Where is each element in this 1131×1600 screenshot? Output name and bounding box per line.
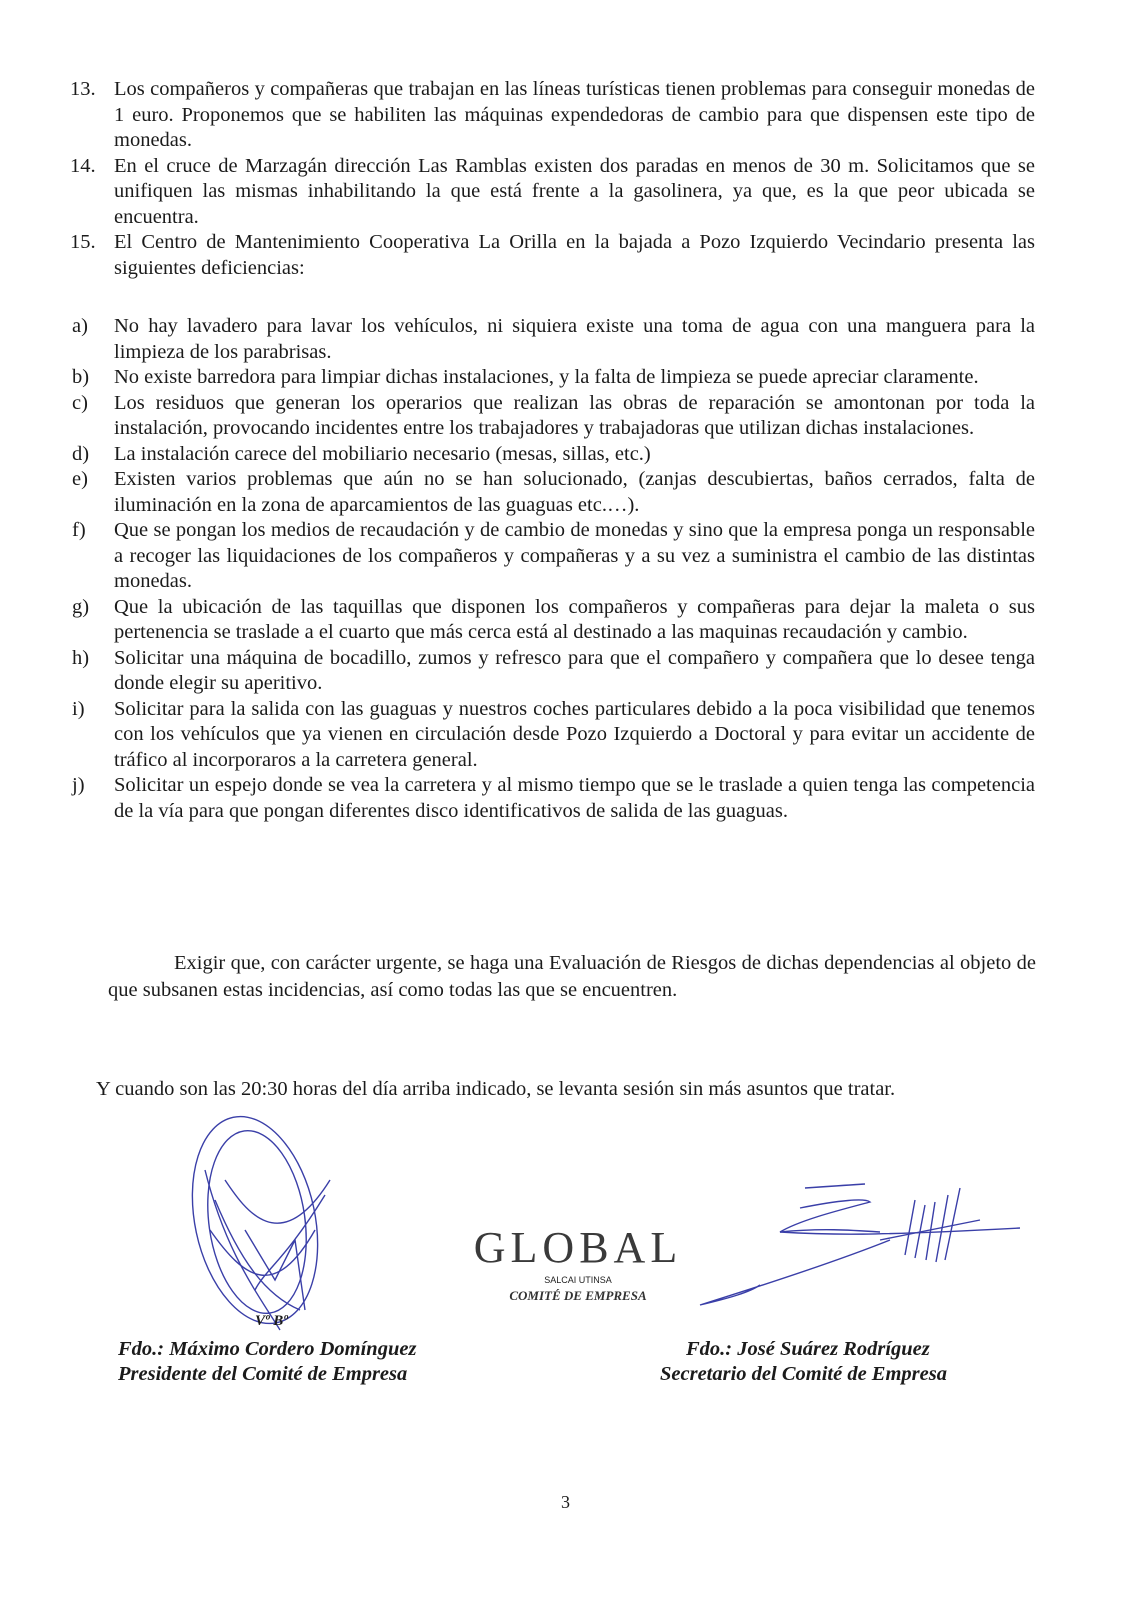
item-number: 15.	[70, 231, 96, 253]
list-item	[70, 154, 1035, 231]
item-text: Solicitar un espejo donde se vea la carretera y al mismo tiempo que se le traslade a quien tenga las competencia de la vía para que pongan diferentes disco identificativos de salida de las guaguas.	[114, 774, 1035, 822]
secretary-signature-block	[660, 1337, 947, 1387]
secretary-name: Fdo.: José Suárez Rodríguez	[686, 1338, 930, 1360]
president-role: Presidente del Comité de Empresa	[118, 1363, 408, 1385]
item-number: 14.	[70, 154, 96, 177]
item-text: No existe barredora para limpiar dichas instalaciones, y la falta de limpieza se puede apreciar claramente.	[114, 366, 979, 388]
item-text: Los residuos que generan los operarios que realizan las obras de reparación se amontonan por toda la instalación, provocando incidentes entre los trabajadores y trabajadoras que utilizan dichas instalaciones.	[114, 391, 1035, 439]
item-text: Los compañeros y compañeras que trabajan en las líneas turísticas tienen problemas para conseguir monedas de 1 euro. Proponemos que se habiliten las máquinas expendedoras de cambio para que dispensen este tipo de monedas.	[114, 78, 1035, 151]
item-text: En el cruce de Marzagán dirección Las Ramblas existen dos paradas en menos de 30 m. Solicitamos que se unifiquen las mismas inhabilitando la que está frente a la gasolinera, ya que, es la que peor ubicada se encuentra.	[114, 154, 1035, 228]
item-letter: d)	[72, 442, 90, 465]
logo-wordmark: GLOBAL	[473, 1223, 683, 1272]
closing-paragraph	[108, 950, 1036, 1004]
list-item	[72, 314, 1035, 365]
closing-text: Exigir que, con carácter urgente, se haga una Evaluación de Riesgos de dichas dependencias al objeto de que subsanen estas incidencias, así como todas las que se encuentren.	[108, 952, 1036, 1001]
president-name: Fdo.: Máximo Cordero Domínguez	[118, 1338, 417, 1360]
list-item	[70, 230, 1035, 281]
logo-subtitle: SALCAI UTINSA	[544, 1275, 612, 1285]
final-sentence: Y cuando son las 20:30 horas del día arriba indicado, se levanta sesión sin más asuntos que tratar.	[96, 1078, 896, 1100]
numbered-list	[70, 77, 1035, 281]
item-letter: g)	[72, 595, 90, 618]
list-item	[72, 646, 1035, 697]
secretary-signature	[690, 1180, 1040, 1340]
item-text: Solicitar una máquina de bocadillo, zumos y refresco para que el compañero y compañera que lo desee tenga donde elegir su aperitivo.	[114, 646, 1035, 694]
item-letter: a)	[72, 315, 88, 337]
list-item	[72, 391, 1035, 442]
secretary-role: Secretario del Comité de Empresa	[660, 1363, 947, 1385]
page-number: 3	[561, 1492, 570, 1512]
list-item	[72, 595, 1035, 646]
item-number: 13.	[70, 78, 96, 100]
item-text: La instalación carece del mobiliario necesario (mesas, sillas, etc.)	[114, 442, 651, 465]
item-text: Que la ubicación de las taquillas que disponen los compañeros y compañeras para dejar la maleta o sus pertenencia se traslade a el cuarto que más cerca está al destinado a las maquinas recaudación y cambio.	[114, 595, 1035, 643]
item-letter: e)	[72, 468, 88, 490]
item-text: El Centro de Mantenimiento Cooperativa La Orilla en la bajada a Pozo Izquierdo Vecindario presenta las siguientes deficiencias:	[114, 231, 1035, 279]
president-signature-block	[118, 1337, 416, 1387]
item-text: No hay lavadero para lavar los vehículos, ni siquiera existe una toma de agua con una manguera para la limpieza de los parabrisas.	[114, 315, 1035, 363]
item-text: Existen varios problemas que aún no se han solucionado, (zanjas descubiertas, baños cerrados, falta de iluminación en la zona de aparcamientos de las guaguas etc.…).	[114, 468, 1035, 516]
list-item	[72, 518, 1035, 595]
item-letter: h)	[72, 646, 90, 669]
list-item	[72, 697, 1035, 774]
item-text: Solicitar para la salida con las guaguas y nuestros coches particulares debido a la poca visibilidad que tenemos con los vehículos que ya vienen en circulación desde Pozo Izquierdo a Doctoral y para evitar un accidente de tráfico al incorporaros a la carretera general.	[114, 697, 1035, 771]
logo-committee: COMITÉ DE EMPRESA	[509, 1288, 647, 1303]
item-letter: i)	[72, 697, 85, 720]
president-signature	[185, 1110, 345, 1340]
item-letter: j)	[72, 774, 85, 796]
list-item	[72, 467, 1035, 518]
item-text: Que se pongan los medios de recaudación y de cambio de monedas y sino que la empresa ponga un responsable a recoger las liquidaciones de los compañeros y compañeras y a su vez a suministra el cambio de las distintas monedas.	[114, 519, 1035, 592]
list-item	[72, 773, 1035, 824]
global-logo	[448, 1223, 708, 1304]
item-letter: c)	[72, 391, 88, 414]
vb-mark: Vº Bº	[255, 1313, 288, 1329]
deficiencies-list	[72, 314, 1035, 824]
item-letter: f)	[72, 519, 86, 541]
list-item	[72, 442, 1035, 468]
list-item	[72, 365, 1035, 391]
list-item	[70, 77, 1035, 154]
item-letter: b)	[72, 366, 90, 388]
